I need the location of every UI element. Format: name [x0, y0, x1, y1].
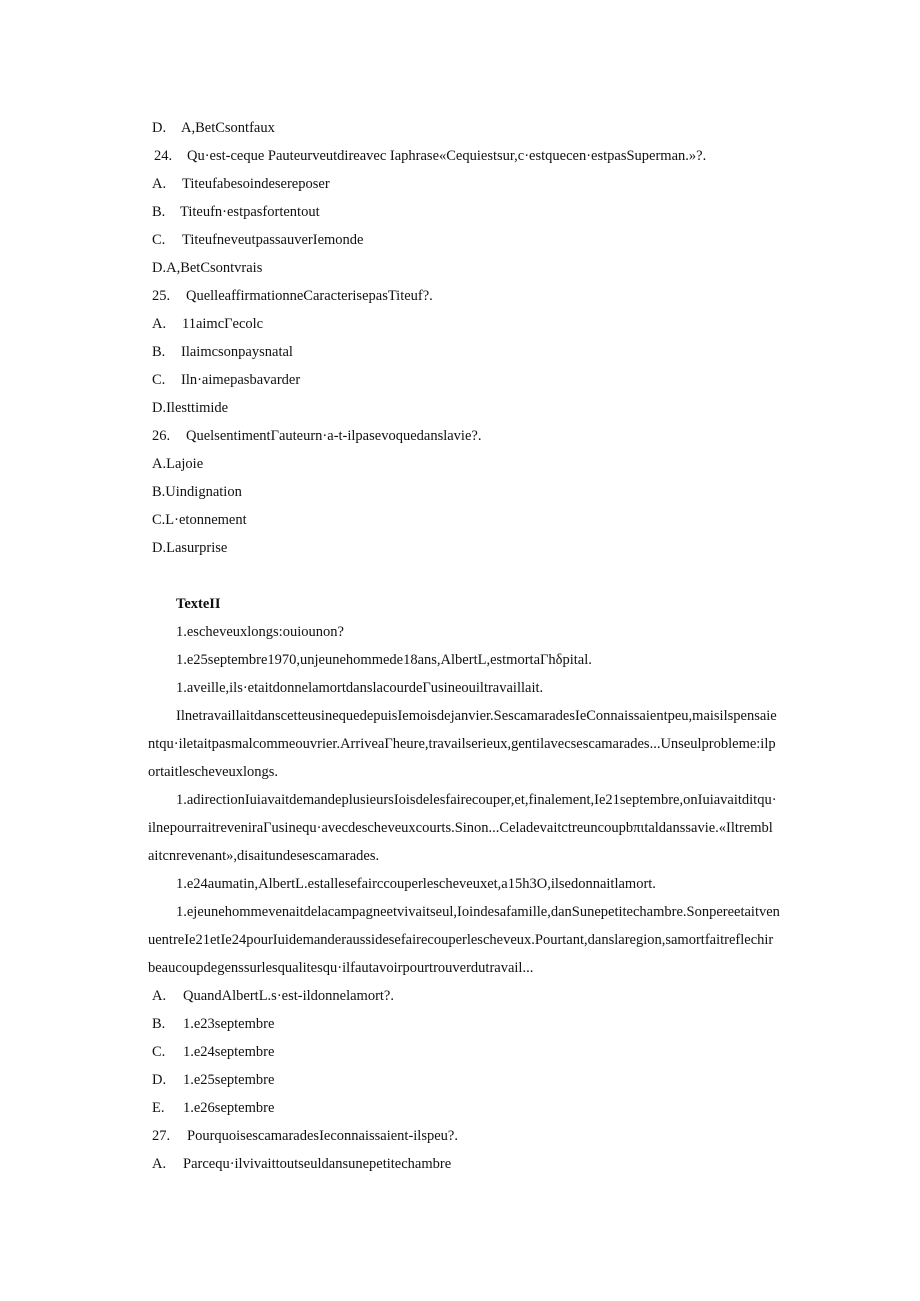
texte-ii-line: 1.aveille,ils·etaitdonnelamortdanslacourdeΓusineouiltravaillait. — [176, 680, 544, 696]
option-text: 1.e25septembre — [183, 1072, 275, 1088]
albert-option-d — [152, 1071, 274, 1089]
question-text: QuelleaffirmationneCaracterisepasTiteuf?. — [186, 288, 433, 304]
question-number: 24. — [154, 148, 173, 164]
option-text: Titeufn·estpasfortentout — [180, 204, 320, 220]
texte-ii-line: aitcnrevenant»,disaitundesescamarades. — [148, 848, 380, 864]
option-text: 1.e26septembre — [183, 1100, 275, 1116]
q26-option-d: D.Lasurprise — [152, 540, 228, 556]
option-label: D. — [152, 1072, 167, 1088]
texte-ii-line: 1.adirectionIuiavaitdemandeplusieursIoisdelesfairecouper,et,finalement,Ie21septembre,onIuiavaitditqu· — [176, 792, 777, 808]
option-text: A,BetCsontfaux — [181, 120, 275, 136]
question-text: PourquoisescamaradesIeconnaissaient-ilspeu?. — [187, 1128, 458, 1144]
q25-question — [152, 287, 433, 305]
option-label: C. — [152, 1044, 166, 1060]
albert-question — [152, 987, 394, 1005]
texte-ii-line: 1.e24aumatin,AlbertL.estallesefairccouperlescheveuxet,a15h3O,ilsedonnaitlamort. — [176, 876, 656, 892]
texte-ii-line: 1.ejeunehommevenaitdelacampagneetvivaitseul,Ioindesafamille,danSunepetitechambre.Sonpereetaitven — [176, 904, 780, 920]
option-text: 1.e24septembre — [183, 1044, 275, 1060]
option-label: A. — [152, 316, 167, 332]
question-number: 27. — [152, 1128, 171, 1144]
option-text: Titeufabesoindesereposer — [182, 176, 330, 192]
option-text: 1.e23septembre — [183, 1016, 275, 1032]
question-text: QuelsentimentΓauteurn·a-t-ilpasevoquedanslavie?. — [186, 428, 482, 444]
question-number: 25. — [152, 288, 171, 304]
question-text: QuandAlbertL.s·est-ildonnelamort?. — [183, 988, 394, 1004]
texte-ii-heading: TexteII — [176, 596, 221, 612]
q26-question — [152, 427, 481, 445]
texte-ii-line: beaucoupdegenssurlesqualitesqu·ilfautavoirpourtrouverdutravail... — [148, 960, 534, 976]
q24-option-c — [152, 231, 363, 249]
option-text: TiteufneveutpassauverIemonde — [182, 232, 364, 248]
option-text: Parcequ·ilvivaittoutseuldansunepetitechambre — [183, 1156, 452, 1172]
q27-question — [152, 1127, 458, 1145]
option-label: C. — [152, 232, 166, 248]
option-label: A. — [152, 1156, 167, 1172]
option-label: E. — [152, 1100, 165, 1116]
texte-ii-line: 1.escheveuxlongs:ouiounon? — [176, 624, 344, 640]
texte-ii-line: uentreIe21etIe24pourIuidemanderaussidesefairecouperlescheveux.Pourtant,danslaregion,samortfaitreflechir — [148, 932, 774, 948]
texte-ii-line: ntqu·iletaitpasmalcommeouvrier.ArriveaΓheure,travailserieux,gentilavecsescamarades...Unseulprobleme:ilp — [148, 736, 776, 752]
option-label: A. — [152, 988, 167, 1004]
option-label: D. — [152, 120, 167, 136]
q26-option-c: C.L·etonnement — [152, 512, 247, 528]
albert-option-c — [152, 1043, 274, 1061]
option-text: Iln·aimepasbavarder — [181, 372, 301, 388]
q24-question — [154, 147, 706, 165]
texte-ii-line: IlnetravaillaitdanscetteusinequedepuisIemoisdejanvier.SescamaradesIeConnaissaientpeu,maisilspensaie — [176, 708, 777, 724]
q24-option-a — [152, 175, 330, 193]
option-text: Ilaimcsonpaysnatal — [181, 344, 293, 360]
q23-option-d — [152, 119, 275, 137]
question-text: Qu·est-ceque Pauteurveutdireavec Iaphrase«Cequiestsur,c·estquecen·estpasSuperman.»?. — [187, 148, 707, 164]
albert-option-b — [152, 1015, 274, 1033]
q25-option-d: D.Ilesttimide — [152, 400, 229, 416]
texte-ii-line: ortaitlescheveuxlongs. — [148, 764, 279, 780]
option-label: B. — [152, 1016, 166, 1032]
q25-option-a — [152, 315, 263, 333]
option-text: 11aimcΓecolc — [182, 316, 264, 332]
option-label: B. — [152, 204, 166, 220]
texte-ii-line: ilnepourraitreveniraΓusinequ·avecdescheveuxcourts.Sinon...Celadevaitctreuncoupbπιtaldanssavie.«Iltrembl — [148, 820, 773, 836]
texte-ii-line: 1.e25septembre1970,unjeunehommede18ans,AlbertL,estmortaΓhδpital. — [176, 652, 592, 668]
albert-option-e — [152, 1099, 274, 1117]
q26-option-a: A.Lajoie — [152, 456, 204, 472]
q24-option-b — [152, 203, 320, 221]
option-label: A. — [152, 176, 167, 192]
question-number: 26. — [152, 428, 171, 444]
option-label: B. — [152, 344, 166, 360]
q25-option-c — [152, 371, 300, 389]
q26-option-b: B.Uindignation — [152, 484, 242, 500]
option-label: C. — [152, 372, 166, 388]
q27-option-a — [152, 1155, 451, 1173]
q24-option-d: D.A,BetCsontvrais — [152, 260, 263, 276]
q25-option-b — [152, 343, 293, 361]
